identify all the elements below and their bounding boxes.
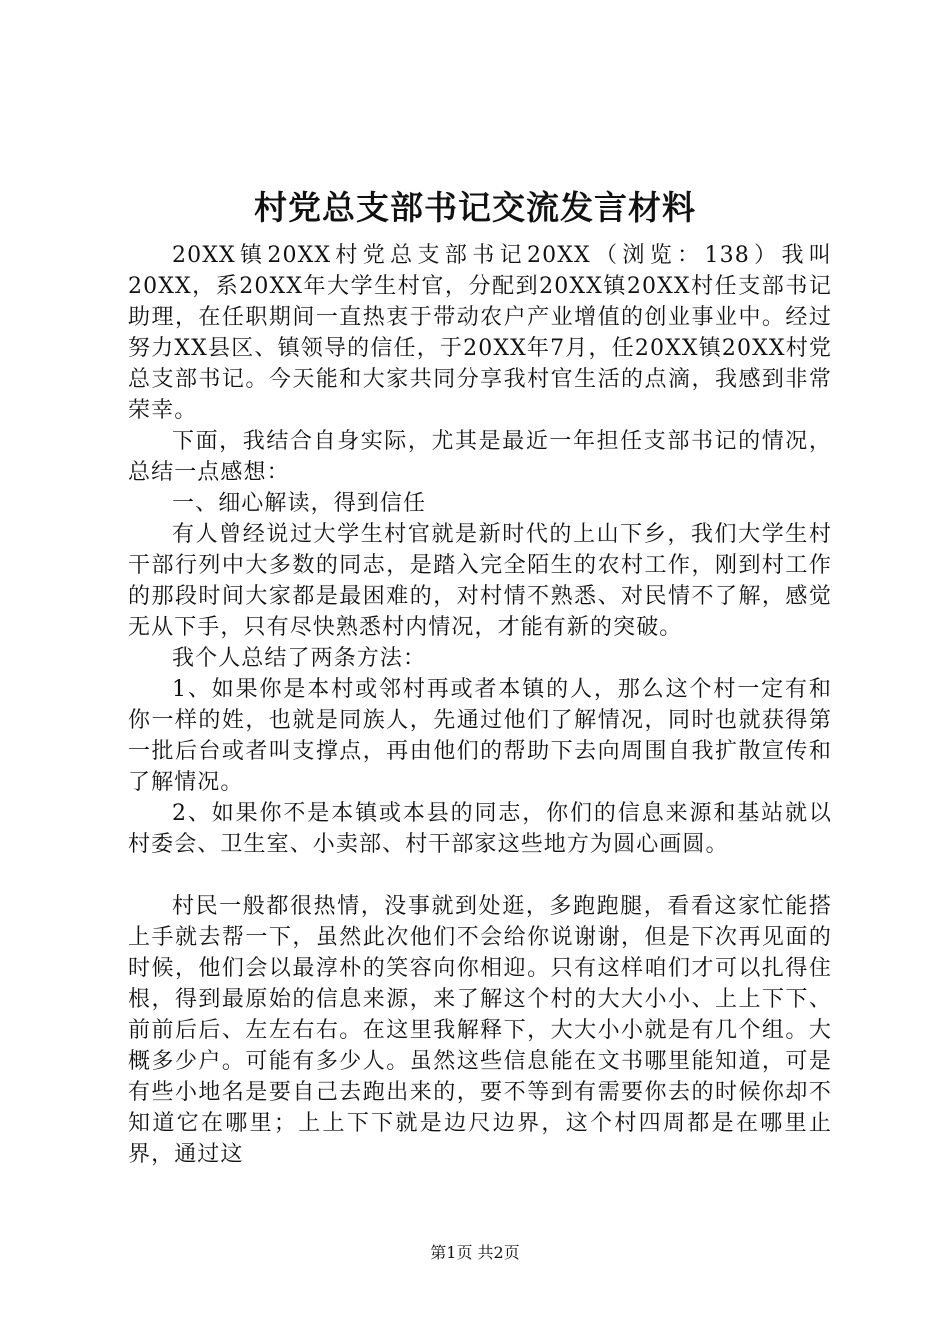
- section-heading-1: 一、细心解读，得到信任: [172, 491, 427, 516]
- paragraph-villagers: 村民一般都很热情，没事就到处逛，多跑跑腿，看看这家忙能搭上手就去帮一下，虽然此次他们不会给你说谢谢，但是下次再见面的时候，他们会以最淳朴的笑容向你相迎。只有这样咱们才可以扎得住根，得到最原始的信息来源，来了解这个村的大大小小、上上下下、前前后后、左左右右。在这里我解释下，大大小小就是有几个组。大概多少户。可能有多少人。虽然这些信息能在文书哪里能知道，可是有些小地名是要自己去跑出来的，要不等到有需要你去的时候你却不知道它在哪里；上上下下就是边尺边界，这个村四周都是在哪里止界，通过这: [128, 894, 832, 1167]
- document-title: 村党总支部书记交流发言材料: [254, 188, 696, 227]
- paragraph-summary-lead: 下面，我结合自身实际，尤其是最近一年担任支部书记的情况，总结一点感想：: [128, 429, 832, 485]
- paragraph-methods-lead: 我个人总结了两条方法：: [172, 646, 427, 671]
- document-body: [128, 240, 832, 1170]
- paragraph-section-1: 有人曾经说过大学生村官就是新时代的上山下乡，我们大学生村干部行列中大多数的同志，是踏入完全陌生的农村工作，刚到村工作的那段时间大家都是最困难的，对村情不熟悉、对民情不了解，感觉无从下手，只有尽快熟悉村内情况，才能有新的突破。: [128, 522, 832, 640]
- paragraph-method-2: 2、如果你不是本镇或本县的同志，你们的信息来源和基站就以村委会、卫生室、小卖部、村干部家这些地方为圆心画圆。: [128, 801, 832, 857]
- paragraph-method-1: 1、如果你是本村或邻村再或者本镇的人，那么这个村一定有和你一样的姓，也就是同族人，先通过他们了解情况，同时也就获得第一批后台或者叫支撑点，再由他们的帮助下去向周围自我扩散宣传和了解情况。: [128, 677, 832, 795]
- page-footer: 第1页 共2页: [430, 1243, 520, 1262]
- paragraph-intro: 20XX镇20XX村党总支部书记20XX（浏览：138）我叫20XX，系20XX年大学生村官，分配到20XX镇20XX村任支部书记助理，在任职期间一直热衷于带动农户产业增值的创业事业中。经过努力XX县区、镇领导的信任，于20XX年7月，任20XX镇20XX村党总支部书记。今天能和大家共同分享我村官生活的点滴，我感到非常荣幸。: [128, 243, 832, 423]
